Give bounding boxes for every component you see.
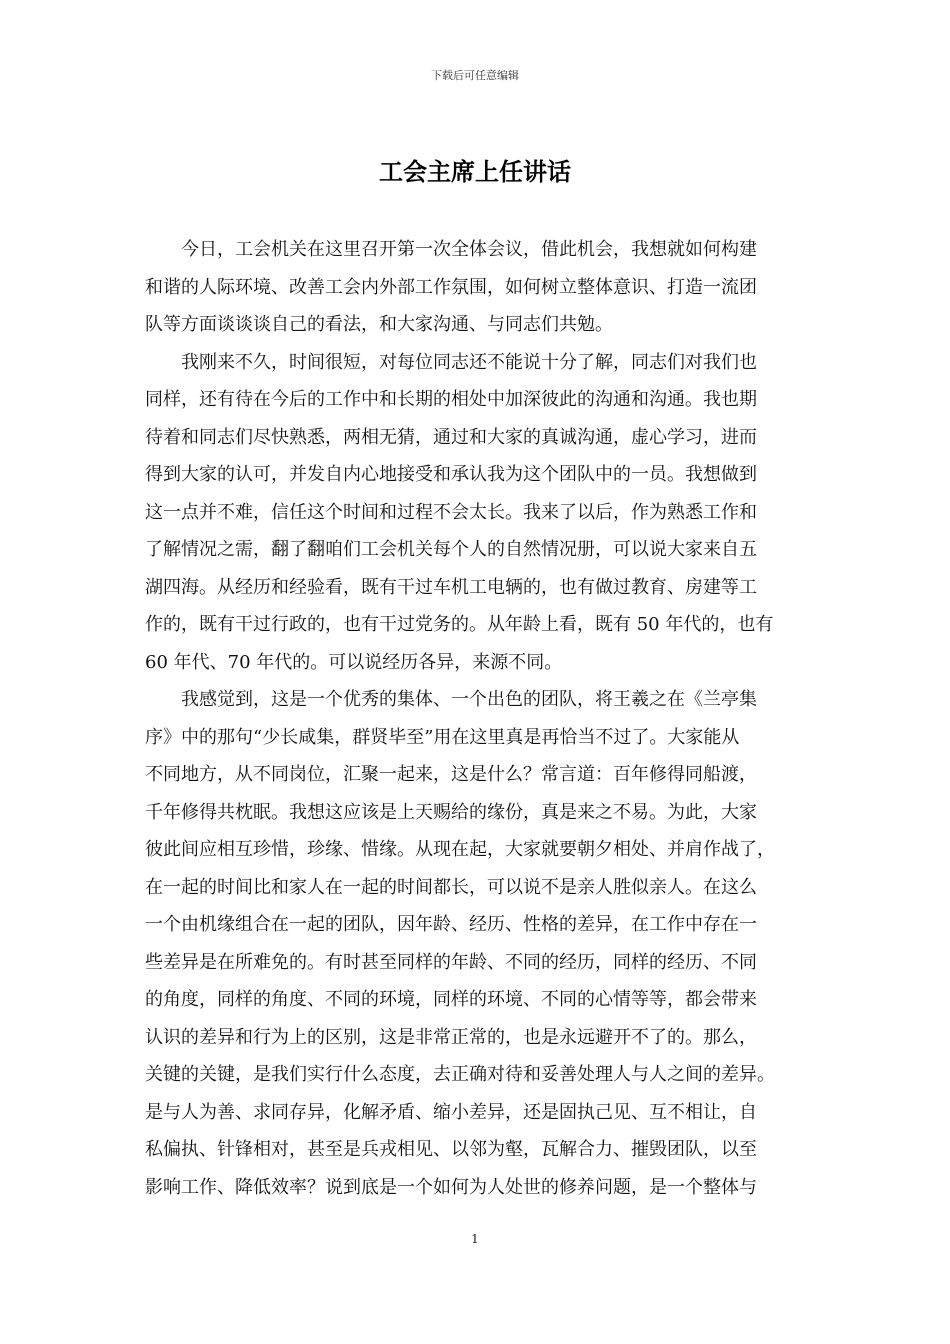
text-line: 私偏执、针锋相对，甚至是兵戎相见、以邻为壑，瓦解合力、摧毁团队，以至 [145, 1139, 757, 1160]
text-line: 这一点并不难，信任这个时间和过程不会太长。我来了以后，作为熟悉工作和 [145, 501, 757, 523]
text-line: 了解情况之需，翻了翻咱们工会机关每个人的自然情况册，可以说大家来自五 [145, 539, 757, 560]
text-line: 关键的关键，是我们实行什么态度，去正确对待和妥善处理人与人之间的差异。 [145, 1064, 775, 1085]
text-line: 我刚来不久，时间很短，对每位同志还不能说十分了解，同志们对我们也 [181, 351, 757, 373]
header-note: 下载后可任意编辑 [431, 69, 519, 82]
text-line: 些差异是在所难免的。有时甚至同样的年龄、不同的经历，同样的经历、不同 [145, 951, 757, 973]
text-line: 同样，还有待在今后的工作中和长期的相处中加深彼此的沟通和沟通。我也期 [145, 389, 757, 410]
paragraph-2 [145, 344, 825, 682]
paragraph-1 [145, 231, 825, 344]
text-line: 彼此间应相互珍惜，珍缘、惜缘。从现在起，大家就要朝夕相处、并肩作战了， [145, 839, 775, 860]
text-line: 得到大家的认可，并发自内心地接受和承认我为这个团队中的一员。我想做到 [145, 464, 757, 485]
text-line: 认识的差异和行为上的区别，这是非常正常的，也是永远避开不了的。那么， [145, 1026, 757, 1048]
text-line: 我感觉到，这是一个优秀的集体、一个出色的团队，将王羲之在《兰亭集 [181, 689, 757, 710]
text-line: 队等方面谈谈谈自己的看法，和大家沟通、与同志们共勉。 [145, 314, 613, 335]
text-line: 湖四海。从经历和经验看，既有干过车机工电辆的，也有做过教育、房建等工 [145, 576, 757, 598]
text-line: 不同地方，从不同岗位，汇聚一起来，这是什么？常言道：百年修得同船渡， [145, 764, 757, 785]
document-title: 工会主席上任讲话 [379, 157, 571, 186]
document-body [145, 231, 825, 1206]
text-line: 待着和同志们尽快熟悉，两相无猜，通过和大家的真诚沟通，虚心学习，进而 [145, 426, 757, 448]
page-number: 1 [471, 1232, 479, 1246]
paragraph-3 [145, 681, 825, 1206]
text-line: 今日，工会机关在这里召开第一次全体会议，借此机会，我想就如何构建 [181, 239, 757, 260]
text-line: 是与人为善、求同存异，化解矛盾、缩小差异，还是固执己见、互不相让，自 [145, 1101, 757, 1123]
text-line: 作的，既有干过行政的，也有干过党务的。从年龄上看，既有 50 年代的，也有 [145, 614, 774, 635]
text-line: 在一起的时间比和家人在一起的时间都长，可以说不是亲人胜似亲人。在这么 [145, 876, 757, 898]
text-line: 60 年代、70 年代的。可以说经历各异，来源不同。 [145, 651, 563, 673]
text-line: 一个由机缘组合在一起的团队，因年龄、经历、性格的差异，在工作中存在一 [145, 914, 757, 935]
text-line: 序》中的那句“少长咸集，群贤毕至”用在这里真是再恰当不过了。大家能从 [145, 726, 740, 748]
text-line: 的角度，同样的角度、不同的环境，同样的环境、不同的心情等等，都会带来 [145, 989, 757, 1010]
text-line: 影响工作、降低效率？说到底是一个如何为人处世的修养问题，是一个整体与 [145, 1176, 757, 1198]
text-line: 和谐的人际环境、改善工会内外部工作氛围，如何树立整体意识、打造一流团 [145, 276, 757, 298]
text-line: 千年修得共枕眠。我想这应该是上天赐给的缘份，真是来之不易。为此，大家 [145, 801, 757, 823]
